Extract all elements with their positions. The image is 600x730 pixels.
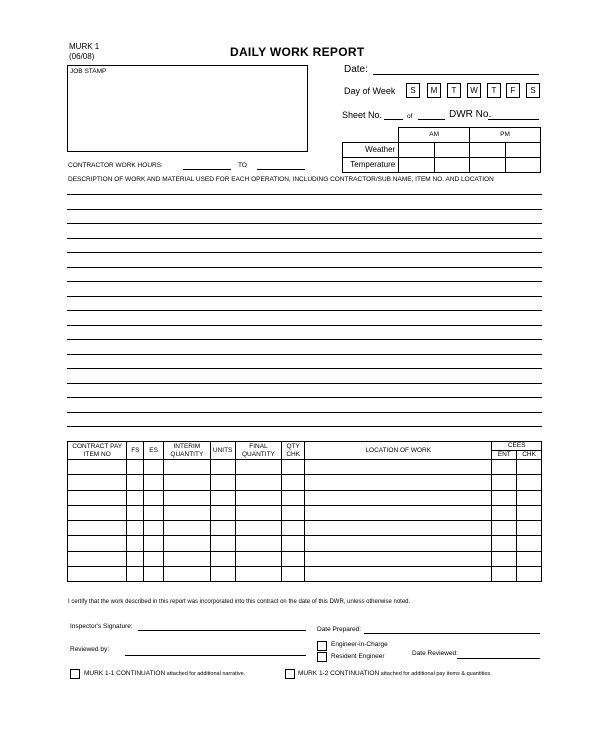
table-row: [68, 460, 542, 475]
table-cell[interactable]: [492, 505, 517, 520]
reviewed-by-label: Reviewed by:: [70, 646, 110, 653]
dwr-no-label: DWR No.: [449, 109, 492, 120]
table-cell[interactable]: [492, 521, 517, 536]
table-cell[interactable]: [144, 475, 164, 490]
murk-1-1-label: MURK 1-1 CONTINUATION attached for additional narrative.: [84, 670, 246, 677]
murk-1-2-checkbox[interactable]: [285, 669, 295, 679]
col-es: ES: [144, 442, 164, 460]
table-cell[interactable]: [235, 490, 282, 505]
table-cell[interactable]: [144, 521, 164, 536]
table-cell[interactable]: [144, 490, 164, 505]
table-cell[interactable]: [305, 460, 492, 475]
table-cell[interactable]: [492, 460, 517, 475]
col-qty-chk: QTY CHK: [282, 442, 305, 460]
temperature-am-2[interactable]: [434, 157, 469, 172]
col-location: LOCATION OF WORK: [305, 442, 492, 460]
resident-engineer-label: Resident Engineer: [331, 653, 385, 660]
table-cell[interactable]: [492, 551, 517, 566]
table-cell[interactable]: [164, 475, 211, 490]
table-cell[interactable]: [144, 567, 164, 582]
col-ent: ENT: [492, 451, 517, 460]
day-of-week-label: Day of Week: [344, 86, 396, 96]
table-cell[interactable]: [164, 505, 211, 520]
table-cell[interactable]: [282, 521, 305, 536]
table-cell[interactable]: [282, 551, 305, 566]
table-cell[interactable]: [282, 490, 305, 505]
temperature-row-label: Temperature: [343, 157, 399, 172]
table-cell[interactable]: [305, 521, 492, 536]
table-cell[interactable]: [68, 536, 127, 551]
table-cell[interactable]: [68, 551, 127, 566]
table-cell[interactable]: [305, 551, 492, 566]
description-line[interactable]: [67, 223, 542, 224]
table-cell[interactable]: [210, 490, 235, 505]
dwr-no-field[interactable]: [488, 119, 539, 120]
table-cell[interactable]: [68, 475, 127, 490]
table-cell[interactable]: [144, 460, 164, 475]
day-box-wed[interactable]: W: [467, 83, 481, 98]
sheet-total-field[interactable]: [418, 119, 445, 120]
table-cell[interactable]: [517, 490, 542, 505]
day-box-sun[interactable]: S: [406, 83, 420, 98]
description-line[interactable]: [67, 238, 542, 239]
table-row: [68, 475, 542, 490]
col-cees: CEES: [492, 442, 542, 451]
sheet-no-label: Sheet No.: [342, 110, 383, 120]
description-line[interactable]: [67, 281, 542, 282]
temperature-pm-2[interactable]: [505, 157, 540, 172]
table-cell[interactable]: [305, 505, 492, 520]
table-cell[interactable]: [305, 490, 492, 505]
table-cell[interactable]: [164, 521, 211, 536]
table-cell[interactable]: [210, 567, 235, 582]
table-cell[interactable]: [235, 551, 282, 566]
table-cell[interactable]: [68, 505, 127, 520]
description-line[interactable]: [67, 267, 542, 268]
table-row: [68, 536, 542, 551]
description-line[interactable]: [67, 397, 542, 398]
table-cell[interactable]: [517, 567, 542, 582]
day-box-mon[interactable]: M: [427, 83, 441, 98]
description-line[interactable]: [67, 310, 542, 311]
sheet-no-field[interactable]: [384, 119, 403, 120]
description-label: DESCRIPTION OF WORK AND MATERIAL USED FOR EACH OPERATION, INCLUDING CONTRACTOR/SUB NAME, ITEM NO. AND LOCATION: [68, 176, 494, 183]
table-cell[interactable]: [210, 551, 235, 566]
job-stamp-box[interactable]: [67, 65, 308, 152]
page-title: DAILY WORK REPORT: [230, 45, 365, 59]
murk-1-1-checkbox[interactable]: [70, 669, 80, 679]
date-reviewed-field[interactable]: [457, 658, 540, 659]
table-cell[interactable]: [164, 567, 211, 582]
table-cell[interactable]: [127, 475, 144, 490]
table-cell[interactable]: [305, 567, 492, 582]
table-cell[interactable]: [210, 521, 235, 536]
am-header: AM: [399, 128, 470, 143]
weather-row-label: Weather: [343, 142, 399, 157]
table-cell[interactable]: [68, 521, 127, 536]
table-cell[interactable]: [235, 460, 282, 475]
table-row: [68, 505, 542, 520]
table-cell[interactable]: [164, 460, 211, 475]
table-cell[interactable]: [282, 567, 305, 582]
description-line[interactable]: [67, 194, 542, 195]
col-interim-quantity: INTERIM QUANTITY: [164, 442, 211, 460]
table-cell[interactable]: [305, 475, 492, 490]
form-id: MURK 1: [69, 42, 100, 51]
date-prepared-label: Date Prepared:: [317, 626, 362, 633]
table-row: [68, 567, 542, 582]
description-line[interactable]: [67, 383, 542, 384]
table-cell[interactable]: [282, 536, 305, 551]
table-cell[interactable]: [517, 551, 542, 566]
form-revision: (06/08): [69, 52, 95, 61]
table-cell[interactable]: [492, 475, 517, 490]
certify-statement: I certify that the work described in this report was incorporated into this contract on the date of this DWR, unless otherwise noted.: [68, 599, 411, 605]
col-pay-item: CONTRACT PAY ITEM NO: [68, 442, 127, 460]
job-stamp-label: JOB STAMP: [70, 68, 107, 75]
resident-engineer-checkbox[interactable]: [317, 652, 327, 662]
table-cell[interactable]: [210, 475, 235, 490]
weather-am-2[interactable]: [434, 142, 469, 157]
description-line[interactable]: [67, 368, 542, 369]
date-reviewed-label: Date Reviewed:: [412, 650, 458, 657]
inspector-signature-label: Inspector's Signature:: [70, 623, 133, 630]
engineer-in-charge-checkbox[interactable]: [317, 641, 327, 651]
table-cell[interactable]: [235, 567, 282, 582]
col-fs: FS: [127, 442, 144, 460]
table-cell[interactable]: [127, 460, 144, 475]
table-cell[interactable]: [144, 536, 164, 551]
temperature-am-1[interactable]: [399, 157, 434, 172]
table-cell[interactable]: [235, 536, 282, 551]
table-cell[interactable]: [282, 460, 305, 475]
table-cell[interactable]: [517, 460, 542, 475]
table-cell[interactable]: [517, 521, 542, 536]
date-field[interactable]: [373, 74, 539, 75]
hours-to-field[interactable]: [257, 169, 305, 170]
table-cell[interactable]: [210, 536, 235, 551]
day-box-sat[interactable]: S: [526, 83, 540, 98]
table-cell[interactable]: [517, 505, 542, 520]
sheet-of-label: of: [407, 113, 413, 120]
table-cell[interactable]: [282, 475, 305, 490]
table-cell[interactable]: [127, 567, 144, 582]
col-chk: CHK: [517, 451, 542, 460]
table-cell[interactable]: [127, 490, 144, 505]
table-cell[interactable]: [127, 536, 144, 551]
day-box-tue[interactable]: T: [447, 83, 461, 98]
pm-header: PM: [470, 128, 541, 143]
description-line[interactable]: [67, 354, 542, 355]
description-line[interactable]: [67, 296, 542, 297]
table-cell[interactable]: [68, 490, 127, 505]
table-cell[interactable]: [164, 551, 211, 566]
table-cell[interactable]: [305, 536, 492, 551]
table-row: [68, 490, 542, 505]
description-line[interactable]: [67, 325, 542, 326]
pay-items-table: [67, 441, 542, 582]
table-cell[interactable]: [517, 475, 542, 490]
table-cell[interactable]: [235, 505, 282, 520]
reviewed-by-field[interactable]: [125, 655, 306, 656]
temperature-pm-1[interactable]: [470, 157, 505, 172]
description-line[interactable]: [67, 339, 542, 340]
description-line[interactable]: [67, 412, 542, 413]
weather-pm-2[interactable]: [505, 142, 540, 157]
contractor-hours-label: CONTRACTOR WORK HOURS:: [68, 162, 163, 169]
day-box-thu[interactable]: T: [487, 83, 501, 98]
table-cell[interactable]: [68, 460, 127, 475]
col-units: UNITS: [210, 442, 235, 460]
inspector-signature-field[interactable]: [138, 630, 306, 631]
table-cell[interactable]: [492, 567, 517, 582]
table-cell[interactable]: [492, 490, 517, 505]
table-cell[interactable]: [210, 505, 235, 520]
table-cell[interactable]: [127, 505, 144, 520]
weather-am-1[interactable]: [399, 142, 434, 157]
table-cell[interactable]: [282, 505, 305, 520]
col-final-quantity: FINAL QUANTITY: [235, 442, 282, 460]
hours-from-field[interactable]: [183, 169, 231, 170]
table-cell[interactable]: [144, 505, 164, 520]
weather-table: [342, 127, 541, 173]
table-cell[interactable]: [492, 536, 517, 551]
table-cell[interactable]: [68, 567, 127, 582]
engineer-in-charge-label: Engineer-in-Charge: [331, 641, 388, 648]
table-cell[interactable]: [164, 536, 211, 551]
hours-to-label: TO: [238, 162, 247, 169]
weather-pm-1[interactable]: [470, 142, 505, 157]
table-cell[interactable]: [164, 490, 211, 505]
day-box-fri[interactable]: F: [506, 83, 520, 98]
description-line[interactable]: [67, 252, 542, 253]
table-cell[interactable]: [127, 551, 144, 566]
table-cell[interactable]: [144, 551, 164, 566]
table-cell[interactable]: [235, 475, 282, 490]
table-cell[interactable]: [517, 536, 542, 551]
table-row: [68, 521, 542, 536]
description-line[interactable]: [67, 209, 542, 210]
table-cell[interactable]: [235, 521, 282, 536]
description-line[interactable]: [67, 426, 542, 427]
date-label: Date:: [344, 64, 368, 75]
table-cell[interactable]: [210, 460, 235, 475]
table-row: [68, 551, 542, 566]
table-cell[interactable]: [127, 521, 144, 536]
murk-1-2-label: MURK 1-2 CONTINUATION attached for additional pay items & quantities.: [298, 670, 492, 677]
date-prepared-field[interactable]: [364, 633, 540, 634]
